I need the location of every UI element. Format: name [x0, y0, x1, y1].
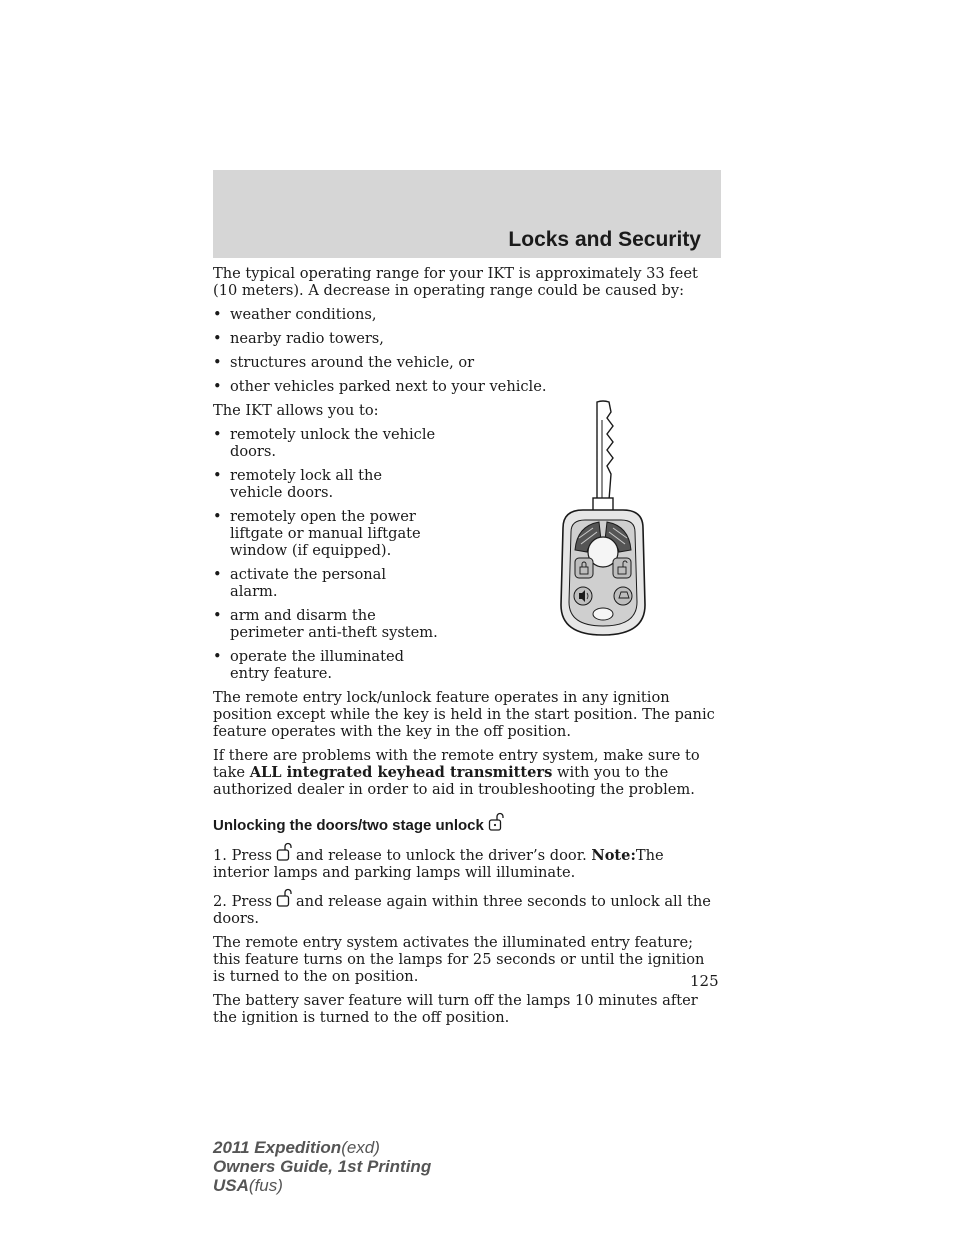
problems-bold: ALL integrated keyhead transmitters	[249, 764, 553, 781]
step-2-prefix: 2. Press	[213, 893, 272, 910]
step-1-prefix: 1. Press	[213, 847, 272, 864]
step-2	[213, 888, 721, 927]
footer-line-2	[213, 1157, 431, 1176]
unlock-icon	[276, 888, 292, 908]
list-item: • remotely open the power liftgate or manual liftgate window (if equipped).	[213, 508, 438, 559]
footer-model-code: (exd)	[341, 1138, 380, 1157]
list-item: • remotely unlock the vehicle doors.	[213, 426, 438, 460]
step-1	[213, 842, 721, 881]
list-item: • arm and disarm the perimeter anti-theft system.	[213, 607, 438, 641]
step-1-text: and release to unlock the driver’s door.	[295, 847, 587, 864]
intro-paragraph: The typical operating range for your IKT is approximately 33 feet (10 meters). A decrease in operating range could be caused by:	[213, 265, 698, 299]
page-number: 125	[690, 972, 719, 990]
footer-line-1	[213, 1138, 431, 1157]
list-item: • activate the personal alarm.	[213, 566, 438, 600]
footer-guide: Owners Guide, 1st Printing	[213, 1157, 432, 1176]
list-item: • structures around the vehicle, or	[213, 354, 721, 371]
range-factors-list	[213, 306, 721, 395]
ikt-features-list	[213, 426, 438, 682]
ikt-intro: The IKT allows you to:	[213, 402, 379, 419]
subhead-text: Unlocking the doors/two stage unlock	[213, 817, 484, 834]
problems-text: If there are problems with the remote entry system, make sure to take	[213, 747, 700, 781]
unlock-icon	[488, 812, 504, 832]
key-fob-illustration	[553, 400, 673, 640]
list-item: • other vehicles parked next to your vehicle.	[213, 378, 721, 395]
footer-market: USA	[213, 1176, 249, 1195]
header-band	[213, 170, 721, 258]
note-text: The interior lamps and parking lamps will illuminate.	[213, 847, 664, 881]
list-item: • weather conditions,	[213, 306, 721, 323]
illuminated-paragraph: The remote entry system activates the illuminated entry feature; this feature turns on the lamps for 25 seconds or until the ignition is turned to the on position.	[213, 934, 705, 985]
step-2-text: and release again within three seconds to unlock all the doors.	[213, 893, 711, 927]
footer	[213, 1138, 431, 1195]
list-item: • operate the illuminated entry feature.	[213, 648, 438, 682]
subhead	[213, 812, 721, 834]
problems-paragraph	[213, 747, 721, 798]
section-title: Locks and Security	[508, 228, 701, 251]
ignition-paragraph: The remote entry lock/unlock feature operates in any ignition position except while the key is held in the start position. The panic feature operates with the key in the off position.	[213, 689, 715, 740]
footer-line-3	[213, 1176, 431, 1195]
unlock-icon	[276, 842, 292, 862]
page-content	[213, 265, 721, 1033]
footer-market-code: (fus)	[248, 1176, 283, 1195]
note-label: Note:	[591, 847, 636, 864]
footer-model: 2011 Expedition	[213, 1138, 342, 1157]
battery-paragraph: The battery saver feature will turn off the lamps 10 minutes after the ignition is turned to the off position.	[213, 992, 698, 1026]
list-item: • nearby radio towers,	[213, 330, 721, 347]
list-item: • remotely lock all the vehicle doors.	[213, 467, 438, 501]
problems-text-after: with you to the authorized dealer in order to aid in troubleshooting the problem.	[213, 764, 695, 798]
